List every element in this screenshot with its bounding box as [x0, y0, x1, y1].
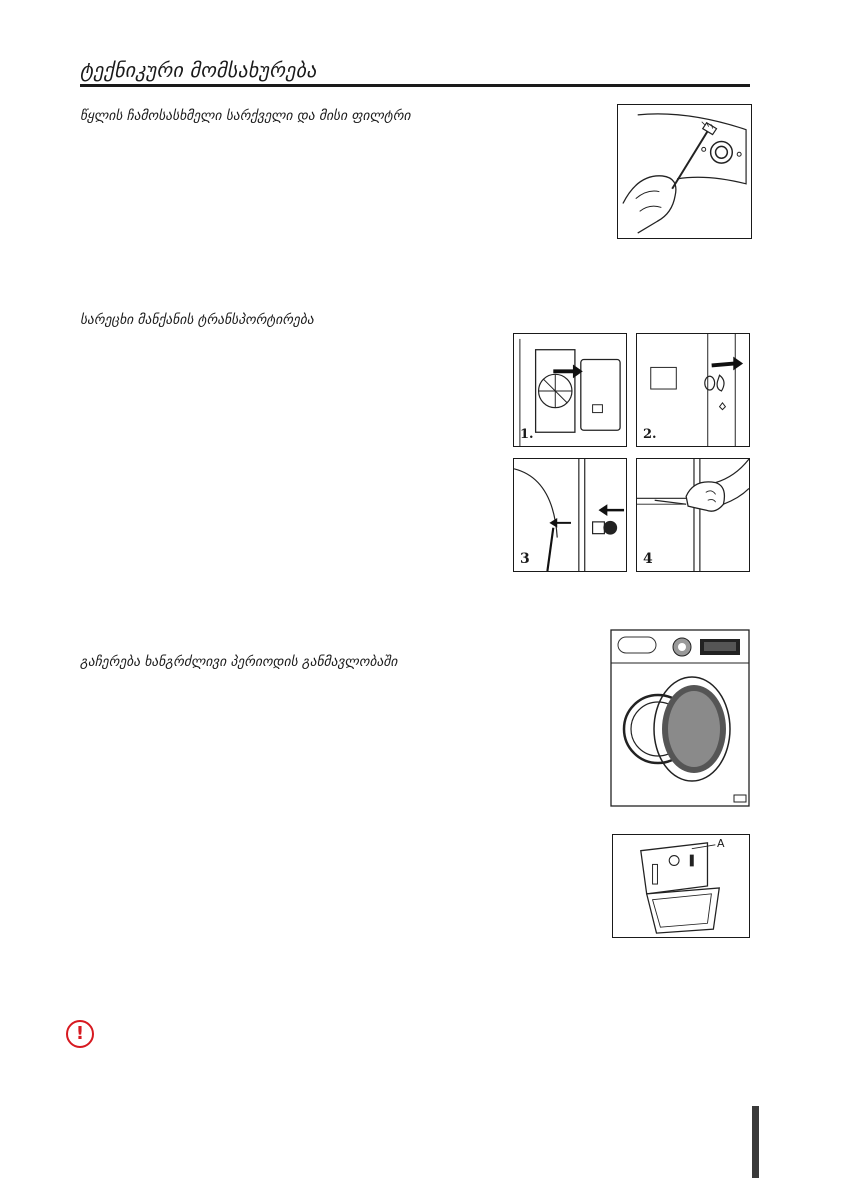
figure-transport-step-3 — [513, 458, 627, 572]
page-title: ტექნიკური მომსახურება — [80, 58, 317, 82]
step-number: 2. — [643, 427, 657, 442]
step-number: 4 — [643, 551, 653, 567]
section-heading-water-valve: წყლის ჩამოსასხმელი სარქველი და მისი ფილტრი — [80, 108, 411, 124]
figure-washing-machine-front — [610, 629, 750, 807]
figure-service-panel — [612, 834, 750, 938]
panel-label-a: A — [717, 837, 725, 850]
page-edge-bar — [752, 1106, 759, 1178]
exclamation-circle-icon: ! — [66, 1020, 94, 1048]
step-number: 1. — [520, 427, 534, 442]
step-number: 3 — [520, 551, 530, 567]
figure-transport-step-1 — [513, 333, 627, 447]
title-underline — [80, 84, 750, 87]
figure-transport-step-4 — [636, 458, 750, 572]
section-heading-long-term-stop: გაჩერება ხანგრძლივი პერიოდის განმავლობაში — [80, 654, 398, 670]
section-heading-transportation: სარეცხი მანქანის ტრანსპორტირება — [80, 312, 314, 328]
brush-cleaning-illustration — [618, 105, 751, 238]
figure-transport-step-2 — [636, 333, 750, 447]
figure-valve-filter-cleaning — [617, 104, 752, 239]
